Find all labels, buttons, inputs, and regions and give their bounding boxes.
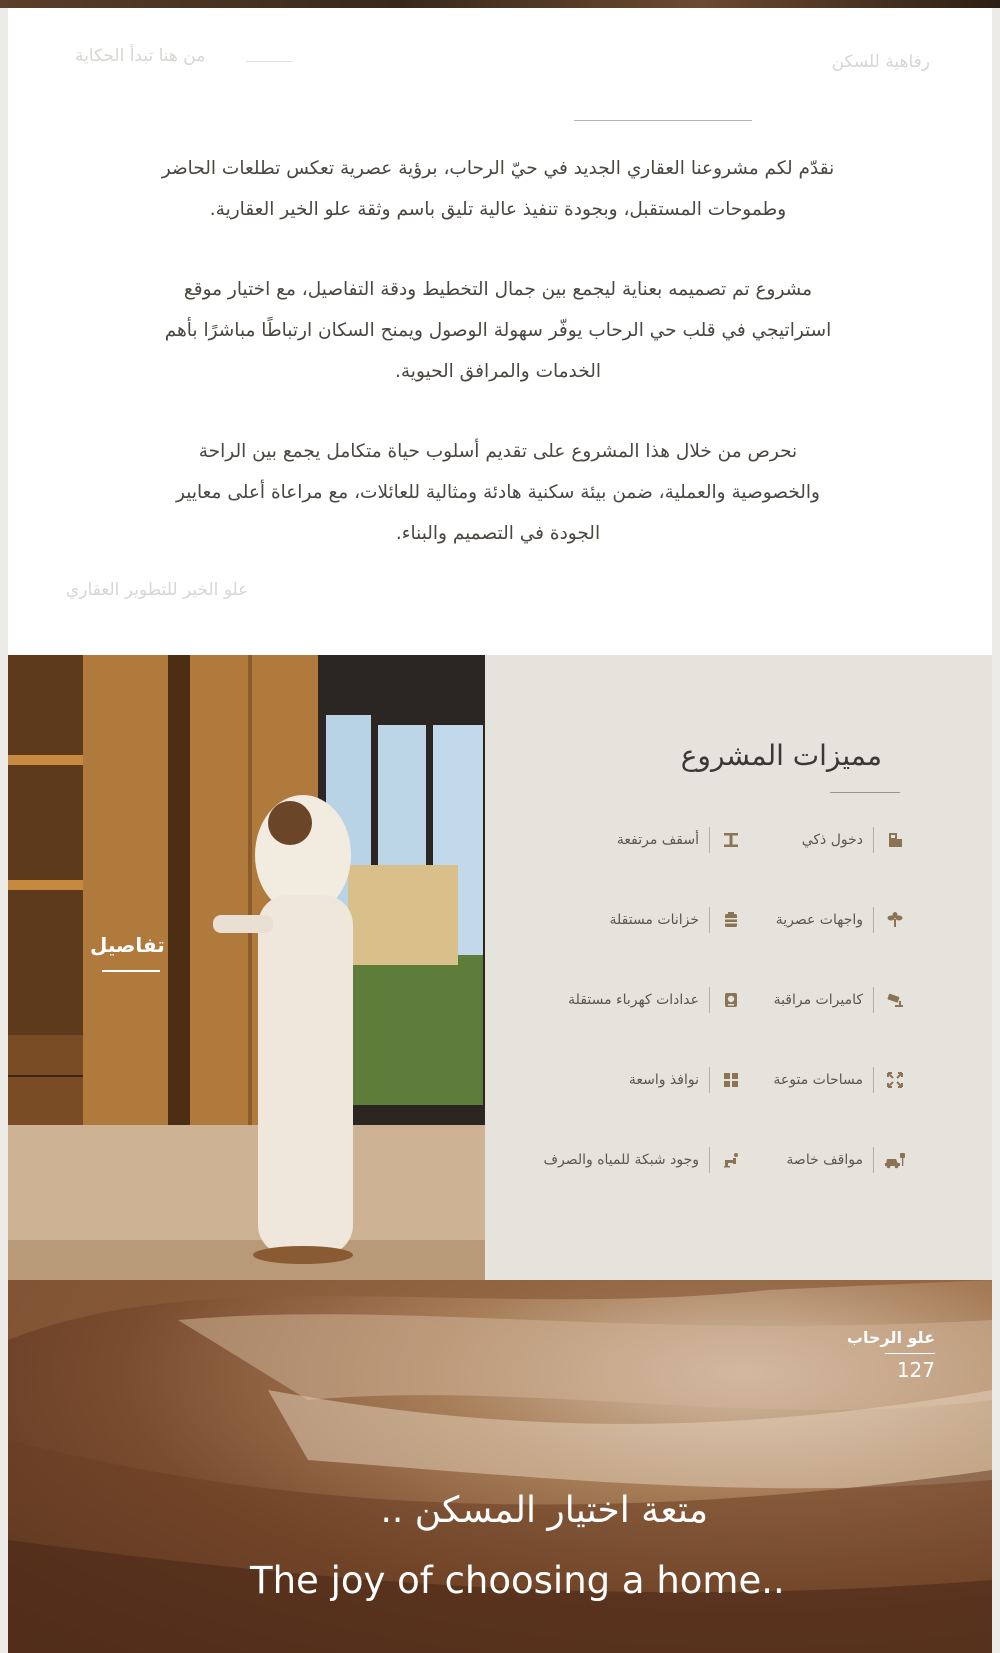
feature-smart-entry	[802, 827, 906, 853]
caption-underline	[102, 970, 160, 972]
expand-arrows-icon	[884, 1069, 906, 1091]
corner-label-luxury: رفاهية للسكن	[831, 52, 930, 72]
window-grid-icon	[720, 1069, 742, 1091]
tagline-english: The joy of choosing a home..	[250, 1559, 785, 1602]
feature-label: مساحات متوعة	[773, 1072, 863, 1088]
details-caption: تفاصيل	[90, 933, 165, 957]
interior-photo	[8, 655, 485, 1280]
feature-high-ceilings	[617, 827, 742, 853]
title-underline	[830, 792, 900, 793]
feature-varied-spaces	[773, 1067, 906, 1093]
intro-divider	[574, 120, 752, 121]
feature-label: وجود شبكة للمياه والصرف	[543, 1152, 699, 1168]
electric-meter-icon	[720, 989, 742, 1011]
feature-label: دخول ذكي	[801, 832, 863, 848]
interior-illustration	[8, 655, 485, 1280]
feature-label: نوافذ واسعة	[628, 1072, 699, 1088]
corner-label-story: من هنا تبدأ الحكاية	[75, 46, 206, 66]
hero-brand: علو الرحاب	[846, 1328, 935, 1347]
intro-paragraph-1: نقدّم لكم مشروعنا العقاري الجديد في حيّ الرحاب، برؤية عصرية تعكس تطلعات الحاضر وطموحات المستقبل، وبجودة تنفيذ عالية تليق باسم وثقة علو الخير العقارية.	[161, 158, 835, 220]
feature-label: أسقف مرتفعة	[616, 832, 699, 848]
feature-separate-meters	[568, 987, 742, 1013]
feature-label: خزانات مستقلة	[609, 912, 699, 928]
right-margin	[992, 8, 1000, 1653]
intro-section	[8, 8, 992, 655]
parking-car-icon	[884, 1149, 906, 1171]
top-image-strip	[0, 0, 1000, 8]
security-camera-icon	[884, 989, 906, 1011]
intro-paragraph-2: مشروع تم تصميمه بعناية ليجمع بين جمال التخطيط ودقة التفاصيل، مع اختيار موقع استراتيجي في قلب حي الرحاب يوفّر سهولة الوصول ويمنح السكان ارتباطًا مباشرًا بأهم الخدمات والمرافق الحيوية.	[164, 279, 832, 382]
facade-plant-icon	[884, 909, 906, 931]
hero-number: 127	[896, 1358, 935, 1382]
tagline-arabic: متعة اختيار المسكن ..	[380, 1490, 708, 1531]
feature-label: عدادات كهرباء مستقلة	[568, 992, 699, 1008]
ceiling-beam-icon	[720, 829, 742, 851]
feature-modern-facades	[776, 907, 906, 933]
feature-separate-tanks	[610, 907, 743, 933]
water-tank-icon	[720, 909, 742, 931]
feature-private-parking	[786, 1147, 906, 1173]
feature-water-sewage	[543, 1147, 742, 1173]
feature-cctv	[774, 987, 906, 1013]
feature-label: واجهات عصرية	[775, 912, 863, 928]
intro-body	[158, 148, 838, 593]
feature-label: مواقف خاصة	[786, 1152, 863, 1168]
feature-wide-windows	[629, 1067, 742, 1093]
left-margin	[0, 8, 8, 1653]
water-pipe-icon	[720, 1149, 742, 1171]
features-title: مميزات المشروع	[680, 739, 882, 772]
smart-lock-icon	[884, 829, 906, 851]
corner-label-company: علو الخير للتطوير العقاري	[66, 580, 249, 600]
brand-underline	[885, 1353, 935, 1354]
features-section	[8, 655, 992, 1280]
feature-label: كاميرات مراقبة	[773, 992, 863, 1008]
tagline-hero	[8, 1280, 992, 1653]
corner-divider	[246, 61, 292, 62]
intro-paragraph-3: نحرص من خلال هذا المشروع على تقديم أسلوب حياة متكامل يجمع بين الراحة والخصوصية والعملية، ضمن بيئة سكنية هادئة ومثالية للعائلات، مع مراعاة أعلى معايير الجودة في التصميم والبناء.	[176, 441, 820, 544]
